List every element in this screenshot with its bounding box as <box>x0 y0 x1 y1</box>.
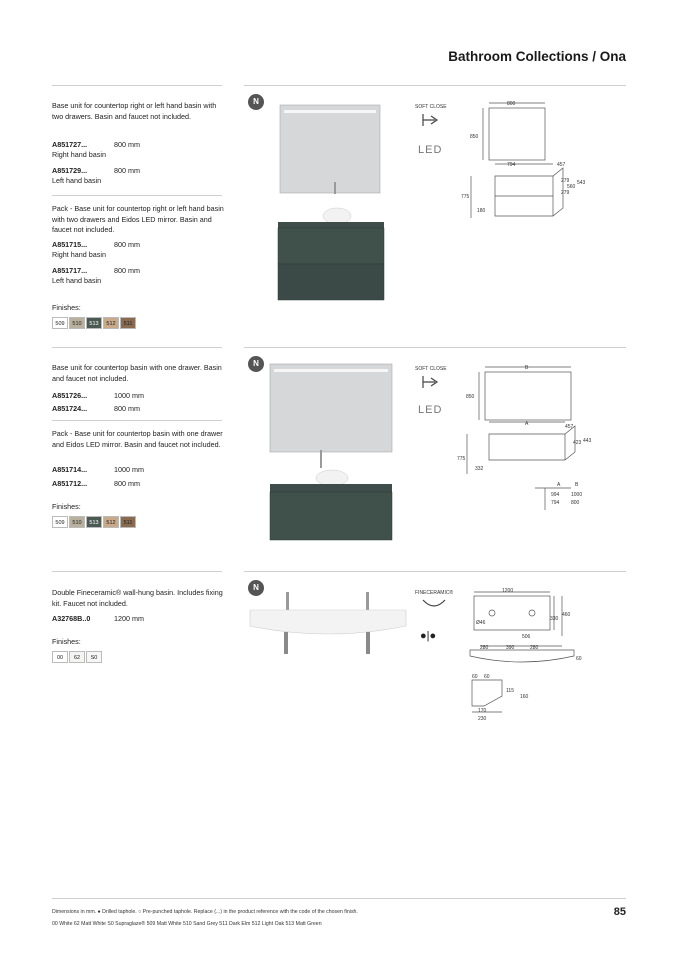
table-cell: 994 <box>551 492 560 498</box>
dim-label: 279 <box>561 178 570 184</box>
product-description: Base unit for countertop basin with one drawer. Basin and faucet not included. <box>52 363 222 383</box>
table-header: B <box>575 482 579 488</box>
footer-note: Dimensions in mm. ● Drilled taphole. ○ Pre-punched taphole. Replace (...) in the product reference with the code of the chosen finish. <box>52 909 358 915</box>
dim-label: 800 <box>507 101 516 107</box>
dim-label: 775 <box>461 194 470 200</box>
product-row <box>52 166 140 185</box>
product-size: 1000 mm <box>114 465 144 474</box>
product-size: 1200 mm <box>114 614 144 623</box>
section-rule <box>244 571 626 572</box>
dim-label: 279 <box>561 190 570 196</box>
dim-label: 775 <box>457 456 466 462</box>
page-title: Bathroom Collections / Ona <box>448 49 626 64</box>
product-size: 800 mm <box>114 140 140 149</box>
product-row <box>52 391 144 401</box>
product-code: A851715... <box>52 240 88 249</box>
dim-label: 280 <box>530 645 539 651</box>
finish-swatch: 513 <box>86 317 102 329</box>
dim-label: 457 <box>557 162 566 168</box>
finish-swatch: 512 <box>103 317 119 329</box>
taphole-icon: ●|● <box>420 630 437 642</box>
finish-swatch: 509 <box>52 317 68 329</box>
dim-label: 332 <box>475 466 484 472</box>
dim-label: 160 <box>520 694 529 700</box>
dim-label: 230 <box>478 716 487 722</box>
product-row <box>52 140 140 159</box>
section-rule <box>52 571 222 572</box>
dim-label: Ø46 <box>476 620 486 626</box>
finish-swatch: 62 <box>69 651 85 663</box>
product-row <box>52 266 140 285</box>
finish-swatch: 509 <box>52 516 68 528</box>
dim-label: 850 <box>470 134 479 140</box>
product-row <box>52 614 144 624</box>
product-description: Pack - Base unit for countertop right or left hand basin with two drawers and Eidos LED mirror. Basin and faucet not included. <box>52 204 224 234</box>
product-variant: Right hand basin <box>52 249 106 259</box>
product-variant: Right hand basin <box>52 149 106 159</box>
product-image <box>262 362 402 552</box>
table-cell: 1000 <box>571 492 583 498</box>
product-code: A851714... <box>52 465 88 474</box>
product-description: Double Fineceramic® wall-hung basin. Includes fixing kit. Faucet not included. <box>52 588 223 608</box>
dim-label: 390 <box>506 645 515 651</box>
dim-label: 794 <box>507 162 516 168</box>
footer-rule <box>52 898 626 899</box>
technical-drawing <box>455 98 585 223</box>
product-code: A851724... <box>52 404 88 413</box>
soft-close-icon <box>415 104 447 132</box>
finishes-label: Finishes: <box>52 303 81 312</box>
finish-swatches <box>52 651 102 663</box>
finish-swatch: S0 <box>86 651 102 663</box>
dim-label: 457 <box>565 424 574 430</box>
finishes-label: Finishes: <box>52 637 81 646</box>
dim-label: 115 <box>506 688 514 694</box>
dim-label: B <box>525 365 529 371</box>
finish-swatches <box>52 516 136 528</box>
dim-label: 506 <box>522 634 531 640</box>
sub-rule <box>52 195 222 196</box>
dim-label: A <box>525 421 529 427</box>
dim-label: 423 <box>573 440 582 446</box>
product-size: 800 mm <box>114 240 140 249</box>
dim-label: 560 <box>567 184 576 190</box>
finish-swatch: 513 <box>86 516 102 528</box>
product-code: A851726... <box>52 391 88 400</box>
soft-close-label: SOFT CLOSE <box>415 366 447 372</box>
product-code: A851717... <box>52 266 88 275</box>
product-image <box>262 100 402 310</box>
dim-label: 1200 <box>502 588 514 594</box>
product-variant: Left hand basin <box>52 275 102 285</box>
finish-swatch: 511 <box>120 516 136 528</box>
technical-drawing <box>455 362 595 512</box>
table-cell: 800 <box>571 500 580 506</box>
finish-legend: 00 White 62 Matt White S0 Supraglaze® 509 Matt White 510 Sand Grey 511 Dark Elm 512 Light Oak 513 Matt Green <box>52 921 322 927</box>
new-badge: N <box>248 94 264 110</box>
product-variant: Left hand basin <box>52 175 102 185</box>
section-rule <box>52 85 222 86</box>
finish-swatch: 510 <box>69 317 85 329</box>
dim-label: 330 <box>550 616 559 622</box>
product-row <box>52 479 140 489</box>
table-cell: 794 <box>551 500 560 506</box>
dim-label: 280 <box>480 645 489 651</box>
section-rule <box>244 85 626 86</box>
new-badge: N <box>248 356 264 372</box>
product-size: 800 mm <box>114 266 140 275</box>
product-size: 1000 mm <box>114 391 144 400</box>
dim-label: 60 <box>472 674 478 680</box>
product-size: 800 mm <box>114 479 140 488</box>
led-icon: LED <box>418 144 443 156</box>
page-number: 85 <box>613 906 626 918</box>
product-description: Base unit for countertop right or left hand basin with two drawers. Basin and faucet not included. <box>52 101 217 121</box>
product-code: A851727... <box>52 140 88 149</box>
dim-label: 170 <box>478 708 487 714</box>
technical-drawing <box>462 588 582 728</box>
dim-label: 60 <box>576 656 582 662</box>
section-rule <box>52 347 222 348</box>
finish-swatch: 511 <box>120 317 136 329</box>
dim-label: 443 <box>583 438 592 444</box>
product-description: Pack - Base unit for countertop basin with one drawer and Eidos LED mirror. Basin and faucet not included. <box>52 429 223 449</box>
product-row <box>52 404 140 414</box>
product-code: A851712... <box>52 479 88 488</box>
soft-close-label: SOFT CLOSE <box>415 104 447 110</box>
product-code: A851729... <box>52 166 88 175</box>
product-row <box>52 465 144 475</box>
finish-swatch: 510 <box>69 516 85 528</box>
dim-label: 60 <box>484 674 490 680</box>
dim-label: 543 <box>577 180 585 186</box>
table-header: A <box>557 482 561 488</box>
fineceramic-label: FINECERAMIC® <box>415 590 454 596</box>
product-row <box>52 240 140 259</box>
sub-rule <box>52 420 222 421</box>
dim-label: 460 <box>562 612 571 618</box>
new-badge: N <box>248 580 264 596</box>
finish-swatches <box>52 317 136 329</box>
dim-label: 180 <box>477 208 486 214</box>
section-rule <box>244 347 626 348</box>
finish-swatch: 512 <box>103 516 119 528</box>
soft-close-icon <box>415 366 447 394</box>
led-icon: LED <box>418 404 443 416</box>
finish-swatch: 00 <box>52 651 68 663</box>
finishes-label: Finishes: <box>52 502 81 511</box>
product-code: A32768B..0 <box>52 614 91 623</box>
fineceramic-icon <box>415 590 453 614</box>
product-image <box>248 590 408 660</box>
product-size: 800 mm <box>114 404 140 413</box>
dim-label: 850 <box>466 394 475 400</box>
product-size: 800 mm <box>114 166 140 175</box>
